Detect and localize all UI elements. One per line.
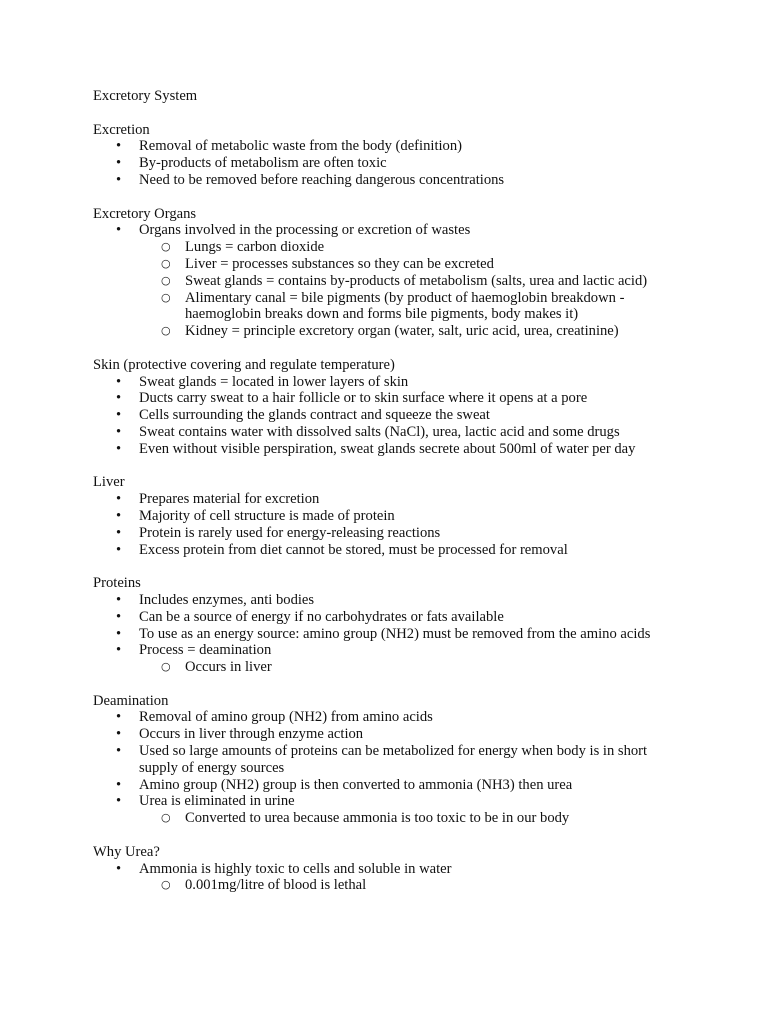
- list-item-text: Sweat glands = located in lower layers of skin: [139, 373, 409, 390]
- list-item-text: Can be a source of energy if no carbohydrates or fats available: [139, 608, 504, 625]
- bullet-icon: •: [116, 608, 122, 625]
- list-item-text: Protein is rarely used for energy-releasing reactions: [139, 524, 441, 541]
- list-item: [93, 861, 683, 895]
- bullet-icon: •: [116, 709, 122, 726]
- list-item: [93, 374, 683, 391]
- sub-bullet-list: [139, 810, 683, 827]
- section: [93, 575, 683, 676]
- hollow-bullet-icon: ○: [161, 878, 171, 892]
- list-item: [93, 609, 683, 626]
- bullet-list: [93, 374, 683, 458]
- list-item-text: Majority of cell structure is made of protein: [139, 507, 395, 524]
- sub-list-item: [139, 323, 683, 340]
- section-heading: Excretory Organs: [93, 205, 197, 222]
- bullet-icon: •: [116, 373, 122, 390]
- hollow-bullet-icon: ○: [161, 324, 171, 338]
- sub-list-item-text: Occurs in liver: [185, 659, 272, 676]
- list-item: [93, 626, 683, 643]
- list-item-text: Amino group (NH2) group is then converted to ammonia (NH3) then urea: [139, 776, 573, 793]
- list-item-text: Prepares material for excretion: [139, 491, 320, 508]
- list-item-text: To use as an energy source: amino group (NH2) must be removed from the amino acids: [139, 625, 651, 642]
- bullet-icon: •: [116, 138, 122, 155]
- section: [93, 474, 683, 558]
- list-item: [93, 542, 683, 559]
- bullet-icon: •: [116, 155, 122, 172]
- sections-container: [93, 122, 683, 895]
- section-heading: Deamination: [93, 692, 169, 709]
- list-item: [93, 592, 683, 609]
- list-item: [93, 642, 683, 676]
- bullet-icon: •: [116, 726, 122, 743]
- sub-list-item: [139, 273, 683, 290]
- bullet-icon: •: [116, 776, 122, 793]
- bullet-icon: •: [116, 407, 122, 424]
- list-item: [93, 441, 683, 458]
- list-item: [93, 407, 683, 424]
- list-item: [93, 172, 683, 189]
- list-item: [93, 508, 683, 525]
- section-heading: Skin (protective covering and regulate temperature): [93, 356, 395, 373]
- list-item: [93, 709, 683, 726]
- bullet-icon: •: [116, 222, 122, 239]
- list-item: [93, 222, 683, 340]
- sub-list-item: [139, 239, 683, 256]
- sub-list-item-text: 0.001mg/litre of blood is lethal: [185, 877, 367, 894]
- section: [93, 844, 683, 894]
- list-item-text: Removal of metabolic waste from the body (definition): [139, 138, 463, 155]
- document-page: [93, 88, 683, 911]
- sub-list-item: [139, 659, 683, 676]
- bullet-icon: •: [116, 642, 122, 659]
- hollow-bullet-icon: ○: [161, 660, 171, 674]
- sub-list-item-text: Liver = processes substances so they can be excreted: [185, 255, 494, 272]
- list-item-text: Even without visible perspiration, sweat glands secrete about 500ml of water per day: [139, 440, 636, 457]
- bullet-icon: •: [116, 524, 122, 541]
- bullet-list: [93, 709, 683, 827]
- list-item-text: Process = deamination: [139, 642, 272, 659]
- section-heading: Proteins: [93, 575, 141, 592]
- sub-list-item: [139, 810, 683, 827]
- sub-bullet-list: [139, 877, 683, 894]
- bullet-icon: •: [116, 591, 122, 608]
- section-heading: Why Urea?: [93, 843, 160, 860]
- list-item-text: Includes enzymes, anti bodies: [139, 591, 315, 608]
- list-item-text: Removal of amino group (NH2) from amino acids: [139, 709, 433, 726]
- list-item: [93, 424, 683, 441]
- list-item-text: Cells surrounding the glands contract and squeeze the sweat: [139, 407, 490, 424]
- sub-bullet-list: [139, 659, 683, 676]
- section: [93, 357, 683, 458]
- list-item-text: Urea is eliminated in urine: [139, 793, 295, 810]
- list-item: [93, 390, 683, 407]
- bullet-icon: •: [116, 743, 122, 760]
- sub-bullet-list: [139, 239, 683, 340]
- bullet-icon: •: [116, 440, 122, 457]
- list-item-text: Organs involved in the processing or excretion of wastes: [139, 222, 471, 239]
- sub-list-item-text: Alimentary canal = bile pigments (by product of haemoglobin breakdown - haemoglobin breaks down and forms bile pigments, body makes it): [185, 289, 625, 323]
- bullet-list: [93, 592, 683, 676]
- bullet-icon: •: [116, 390, 122, 407]
- list-item: [93, 155, 683, 172]
- list-item: [93, 525, 683, 542]
- bullet-icon: •: [116, 541, 122, 558]
- bullet-icon: •: [116, 793, 122, 810]
- hollow-bullet-icon: ○: [161, 811, 171, 825]
- bullet-list: [93, 491, 683, 558]
- list-item-text: Sweat contains water with dissolved salts (NaCl), urea, lactic acid and some drugs: [139, 423, 620, 440]
- bullet-icon: •: [116, 171, 122, 188]
- hollow-bullet-icon: ○: [161, 290, 171, 304]
- section: [93, 693, 683, 827]
- bullet-icon: •: [116, 491, 122, 508]
- list-item: [93, 491, 683, 508]
- sub-list-item-text: Converted to urea because ammonia is too toxic to be in our body: [185, 810, 570, 827]
- list-item: [93, 726, 683, 743]
- section-heading: Excretion: [93, 121, 150, 138]
- list-item-text: Need to be removed before reaching dangerous concentrations: [139, 171, 505, 188]
- sub-list-item: [139, 290, 683, 324]
- document-title: Excretory System: [93, 88, 198, 104]
- hollow-bullet-icon: ○: [161, 273, 171, 287]
- sub-list-item: [139, 877, 683, 894]
- bullet-icon: •: [116, 507, 122, 524]
- list-item-text: Ammonia is highly toxic to cells and soluble in water: [139, 860, 452, 877]
- sub-list-item-text: Kidney = principle excretory organ (water, salt, uric acid, urea, creatinine): [185, 323, 619, 340]
- sub-list-item-text: Sweat glands = contains by-products of metabolism (salts, urea and lactic acid): [185, 272, 648, 289]
- list-item: [93, 793, 683, 827]
- bullet-list: [93, 222, 683, 340]
- list-item: [93, 777, 683, 794]
- sub-list-item-text: Lungs = carbon dioxide: [185, 239, 325, 256]
- section: [93, 206, 683, 340]
- bullet-list: [93, 138, 683, 188]
- list-item-text: Ducts carry sweat to a hair follicle or to skin surface where it opens at a pore: [139, 390, 588, 407]
- section-heading: Liver: [93, 474, 125, 491]
- list-item-text: Occurs in liver through enzyme action: [139, 726, 364, 743]
- list-item-text: By-products of metabolism are often toxic: [139, 155, 387, 172]
- bullet-icon: •: [116, 860, 122, 877]
- sub-list-item: [139, 256, 683, 273]
- section: [93, 122, 683, 189]
- list-item: [93, 743, 683, 777]
- bullet-icon: •: [116, 625, 122, 642]
- hollow-bullet-icon: ○: [161, 240, 171, 254]
- list-item-text: Used so large amounts of proteins can be metabolized for energy when body is in short supply of energy sources: [139, 743, 648, 776]
- bullet-list: [93, 861, 683, 895]
- list-item-text: Excess protein from diet cannot be stored, must be processed for removal: [139, 541, 568, 558]
- list-item: [93, 138, 683, 155]
- hollow-bullet-icon: ○: [161, 256, 171, 270]
- bullet-icon: •: [116, 423, 122, 440]
